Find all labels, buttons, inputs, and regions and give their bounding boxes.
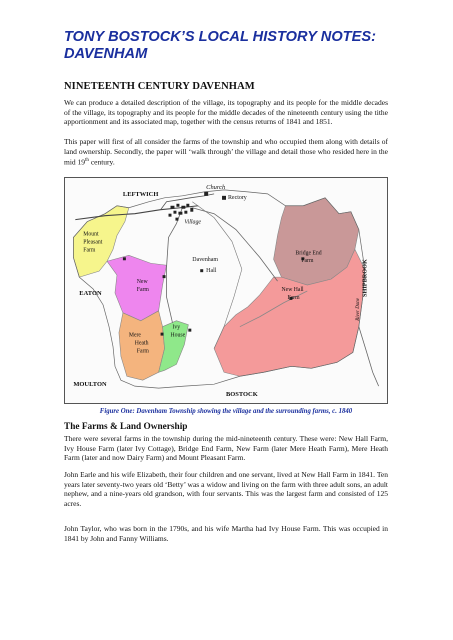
document-title bbox=[64, 29, 404, 63]
label-house: House bbox=[170, 332, 186, 339]
label-mere-farm: Farm bbox=[136, 348, 149, 355]
plan-paragraph bbox=[64, 137, 388, 167]
subheading-farms: The Farms & Land Ownership bbox=[64, 422, 188, 432]
label-bridge-farm: Farm bbox=[301, 258, 314, 265]
label-new-hall-farm: Farm bbox=[287, 294, 300, 301]
label-church: Church bbox=[206, 183, 226, 191]
davenham-hall-marker bbox=[200, 269, 203, 272]
plan-superscript: th bbox=[85, 158, 89, 164]
label-mount: Mount bbox=[83, 231, 99, 238]
label-hall: Hall bbox=[206, 268, 217, 275]
title-line-2: DAVENHAM bbox=[64, 46, 148, 62]
label-eaton: EATON bbox=[79, 289, 102, 297]
plan-text-a: This paper will first of all consider the farms of the township and who occupied them along with details of land ownership. Secondly, the paper will ‘walk through’ the village and detail those who resided here in the mid 19 bbox=[64, 137, 388, 167]
label-shipbrook: SHIPBROOK bbox=[361, 259, 369, 297]
township-map bbox=[64, 177, 388, 404]
new-farm-marker bbox=[163, 275, 166, 278]
ivy-house-marker bbox=[188, 329, 191, 332]
label-mount-farm: Farm bbox=[83, 247, 96, 254]
label-davenham: Davenham bbox=[192, 257, 219, 264]
section-heading: NINETEENTH CENTURY DAVENHAM bbox=[64, 81, 255, 92]
map-drawing bbox=[65, 178, 387, 403]
mount-pleasant-marker bbox=[123, 257, 126, 260]
label-village: Village bbox=[184, 219, 202, 226]
intro-paragraph: We can produce a detailed description of the village, its topography and its people for the middle decades of the village, its topography and its people for the middle decades of the nineteenth century using the tithe apportionment and its associated map, together with the census returns of 1841 and 1851. bbox=[64, 98, 388, 127]
label-pleasant: Pleasant bbox=[83, 239, 103, 246]
title-line-1: TONY BOSTOCK’S LOCAL HISTORY NOTES: bbox=[64, 29, 376, 45]
label-ivy: Ivy bbox=[172, 324, 181, 331]
label-leftwich: LEFTWICH bbox=[122, 190, 159, 198]
label-new-farm: Farm bbox=[136, 286, 149, 293]
figure-caption: Figure One: Davenham Township showing the village and the surrounding farms, c. 1840 bbox=[99, 408, 353, 415]
plan-text-b: century. bbox=[88, 157, 115, 167]
label-bridge-end: Bridge End bbox=[295, 250, 322, 257]
label-new: New bbox=[136, 279, 148, 286]
label-mere: Mere bbox=[128, 332, 141, 339]
ivy-house-paragraph: John Taylor, who was born in the 1790s, and his wife Martha had Ivy House Farm. This was occupied in 1841 by John and Fanny Williams. bbox=[64, 524, 388, 543]
label-heath: Heath bbox=[134, 340, 149, 347]
mere-heath-marker bbox=[161, 333, 164, 336]
label-rectory: Rectory bbox=[227, 194, 247, 201]
label-bostock: BOSTOCK bbox=[226, 391, 258, 399]
new-hall-paragraph: John Earle and his wife Elizabeth, their four children and one servant, lived at New Hall Farm in 1841. Ten years later seventy-two years old ‘Betty’ was a widow and living on the farm with three adult sons, an adult nephew, and a nine-years old grandson, with four servants. This was the largest farm and consisted of 125 acres. bbox=[64, 470, 388, 508]
farms-paragraph: There were several farms in the township during the mid-nineteenth century. These were: New Hall Farm, Ivy House Farm (later Ivy Cottage), Bridge End Farm, New Farm (later Mere Heath Farm), Mere Heath Farm (later and now Dairy Farm) and Mount Pleasant Farm. bbox=[64, 434, 388, 463]
label-new-hall: New Hall bbox=[281, 286, 304, 293]
label-moulton: MOULTON bbox=[73, 381, 107, 389]
label-river-dane: River Dane bbox=[355, 298, 361, 321]
